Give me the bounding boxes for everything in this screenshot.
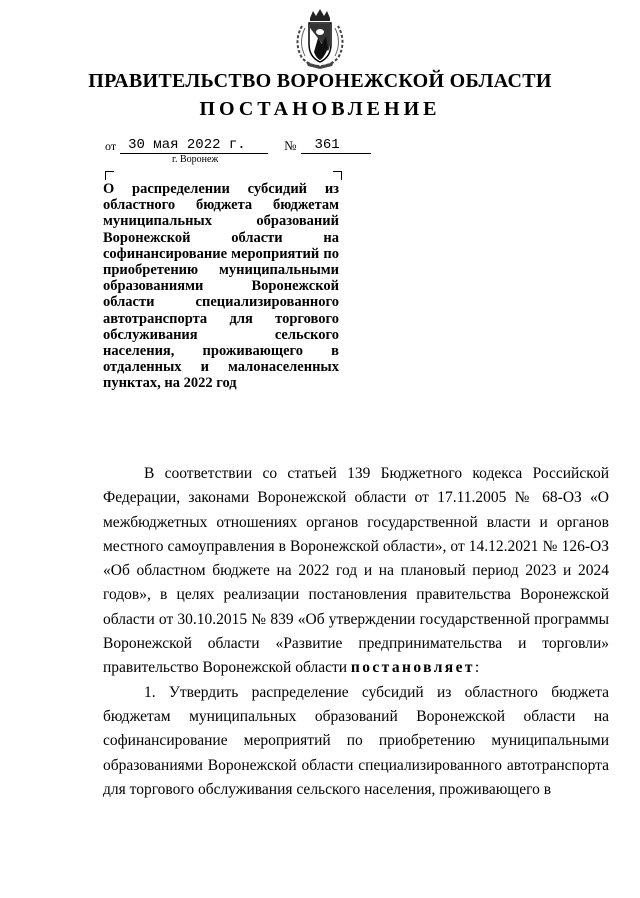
document-number: 361 — [301, 137, 371, 154]
document-date: 30 мая 2022 г. — [120, 137, 268, 154]
government-title: ПРАВИТЕЛЬСТВО ВОРОНЕЖСКОЙ ОБЛАСТИ — [88, 70, 552, 92]
decree-word: постановляет — [350, 659, 475, 677]
decree-tail: : — [474, 659, 480, 677]
date-prefix: от — [105, 139, 117, 153]
preamble-paragraph — [103, 462, 609, 681]
document-body — [103, 462, 609, 802]
coat-of-arms-icon — [288, 8, 352, 70]
subject-bracket-left — [105, 171, 114, 180]
item-1-paragraph: 1. Утвердить распределение субсидий из областного бюджета бюджетам муниципальных образований Воронежской области на софинансирование мероприятий по приобретению муниципальными образованиями Воронежской области специализированного автотранспорта для торгового обслуживания сельского населения, проживающего в — [103, 683, 609, 798]
number-prefix: № — [284, 138, 297, 153]
preamble-text: В соответствии со статьей 139 Бюджетного кодекса Российской Федерации, законами Воронежской области от 17.11.2005 № 68-ОЗ «О межбюджетных отношениях органов государственной власти и органов местного самоуправления в Воронежской области», от 14.12.2021 № 126-ОЗ «Об областном бюджете на 2022 год и на плановый период 2023 и 2024 годов», в целях реализации постановления правительства Воронежской области от 30.10.2015 № 839 «Об утверждении государственной программы Воронежской области «Развитие предпринимательства и торговли» правительство Воронежской области — [103, 465, 609, 677]
document-dateline — [105, 137, 371, 154]
document-type: ПОСТАНОВЛЕНИЕ — [199, 98, 441, 120]
document-city: г. Воронеж — [172, 154, 219, 165]
subject-bracket-right — [333, 171, 342, 180]
document-subject: О распределении субсидий из областного бюджета бюджетам муниципальных образований Воронежской области на софинансирование мероприятий по приобретению муниципальными образованиями Воронежской области специализированного автотранспорта для торгового обслуживания сельского населения, проживающего в отдаленных и малонаселенных пунктах, на 2022 год — [103, 181, 339, 392]
